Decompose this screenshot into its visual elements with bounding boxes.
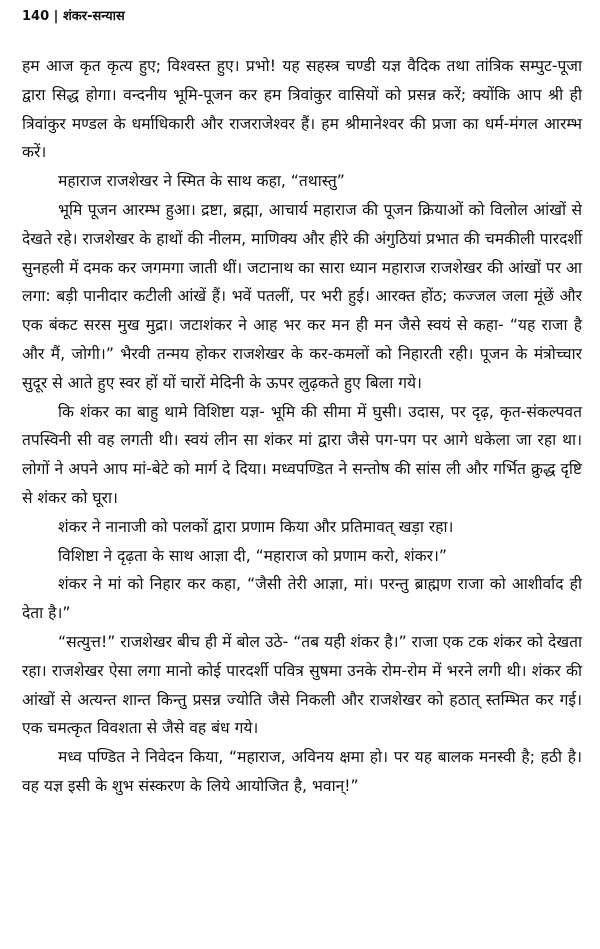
header-separator: | <box>53 9 59 24</box>
running-head <box>22 8 125 26</box>
paragraph: मध्व पण्डित ने निवेदन किया, “महाराज, अविनय क्षमा हो। पर यह बालक मनस्वी है; हठी है। वह यज्ञ इसी के शुभ संस्करण के लिये आयोजित है, भवान्!” <box>22 748 582 795</box>
paragraph: शंकर ने मां को निहार कर कहा, “जैसी तेरी आज्ञा, मां। परन्तु ब्राह्मण राजा को आशीर्वाद ही देता है।” <box>22 575 582 623</box>
body-text <box>22 52 582 801</box>
paragraph: हम आज कृत कृत्य हुए; विश्वस्त हुए। प्रभो! यह सहस्त्र चण्डी यज्ञ वैदिक तथा तांत्रिक सम्पुट-पूजा द्वारा सिद्ध होगा। वन्दनीय भूमि-पूजन कर हम त्रिवांकुर वासियों को प्रसन्न करें; क्योंकि आप श्री ही त्रिवांकुर मण्डल के धर्माधिकारी और राजराजेश्वर हैं। हम श्रीमानेश्वर की प्रजा का धर्म-मंगल आरम्भ करें। <box>22 57 582 162</box>
paragraph: “सत्युत्त!” राजशेखर बीच ही में बोल उठे- “तब यही शंकर है।” राजा एक टक शंकर को देखता रहा। राजशेखर ऐसा लगा मानो कोई पारदर्शी पवित्र सुषमा उनके रोम-रोम में भरने लगी थी। शंकर की आंखों से अत्यन्त शान्त किन्तु प्रसन्न ज्योति जैसे निकली और राजशेखर को हठात् स्तम्भित कर गई। एक चमत्कृत विवशता से जैसे वह बंध गये। <box>22 632 582 738</box>
paragraph: शंकर ने नानाजी को पलकों द्वारा प्रणाम किया और प्रतिमावत् खड़ा रहा। <box>58 517 454 536</box>
running-title: शंकर-सन्यास <box>62 9 125 24</box>
paragraph: भूमि पूजन आरम्भ हुआ। द्रष्टा, ब्रह्मा, आचार्य महाराज की पूजन क्रियाओं को विलोल आंखों से देखते रहे। राजशेखर के हाथों की नीलम, माणिक्य और हीरे की अंगुठियां प्रभात की चमकीली पारदर्शी सुनहली में दमक कर जगमगा जाती थीं। जटानाथ का सारा ध्यान महाराज राजशेखर की आंखों पर आ लगा: बड़ी पानीदार कटीली आंखें हैं। भवें पतलीं, पर भरी हुई। आरक्त होंठ; कज्जल जला मूंछें और एक बंकट सरस मुख मुद्रा। जटाशंकर ने आह भर कर मन ही मन जैसे स्वयं से कहा- “यह राजा है और मैं, जोगी।” भैरवी तन्मय होकर राजशेखर के कर-कमलों को निहारती रही। पूजन के मंत्रोच्चार सुदूर से आते हुए स्वर हों यों चारों मेदिनी के ऊपर लुढ़कते हुए बिला गये। <box>22 200 582 392</box>
paragraph: महाराज राजशेखर ने स्मित के साथ कहा, “तथास्तु” <box>58 172 345 191</box>
paragraph: कि शंकर का बाहु थामे विशिष्टा यज्ञ- भूमि की सीमा में घुसी। उदास, पर दृढ़, कृत-संकल्पवत तपस्विनी सी वह लगती थी। स्वयं लीन सा शंकर मां द्वारा जैसे पग-पग पर आगे धकेला जा रहा था। लोगों ने अपने आप मां-बेटे को मार्ग दे दिया। मध्वपण्डित ने सन्तोष की सांस ली और गर्भित क्रुद्ध दृष्टि से शंकर को घूरा। <box>22 402 582 507</box>
paragraph: विशिष्टा ने दृढ़ता के साथ आज्ञा दी, “महाराज को प्रणाम करो, शंकर।” <box>58 546 447 565</box>
page-number: 140 <box>22 9 50 24</box>
